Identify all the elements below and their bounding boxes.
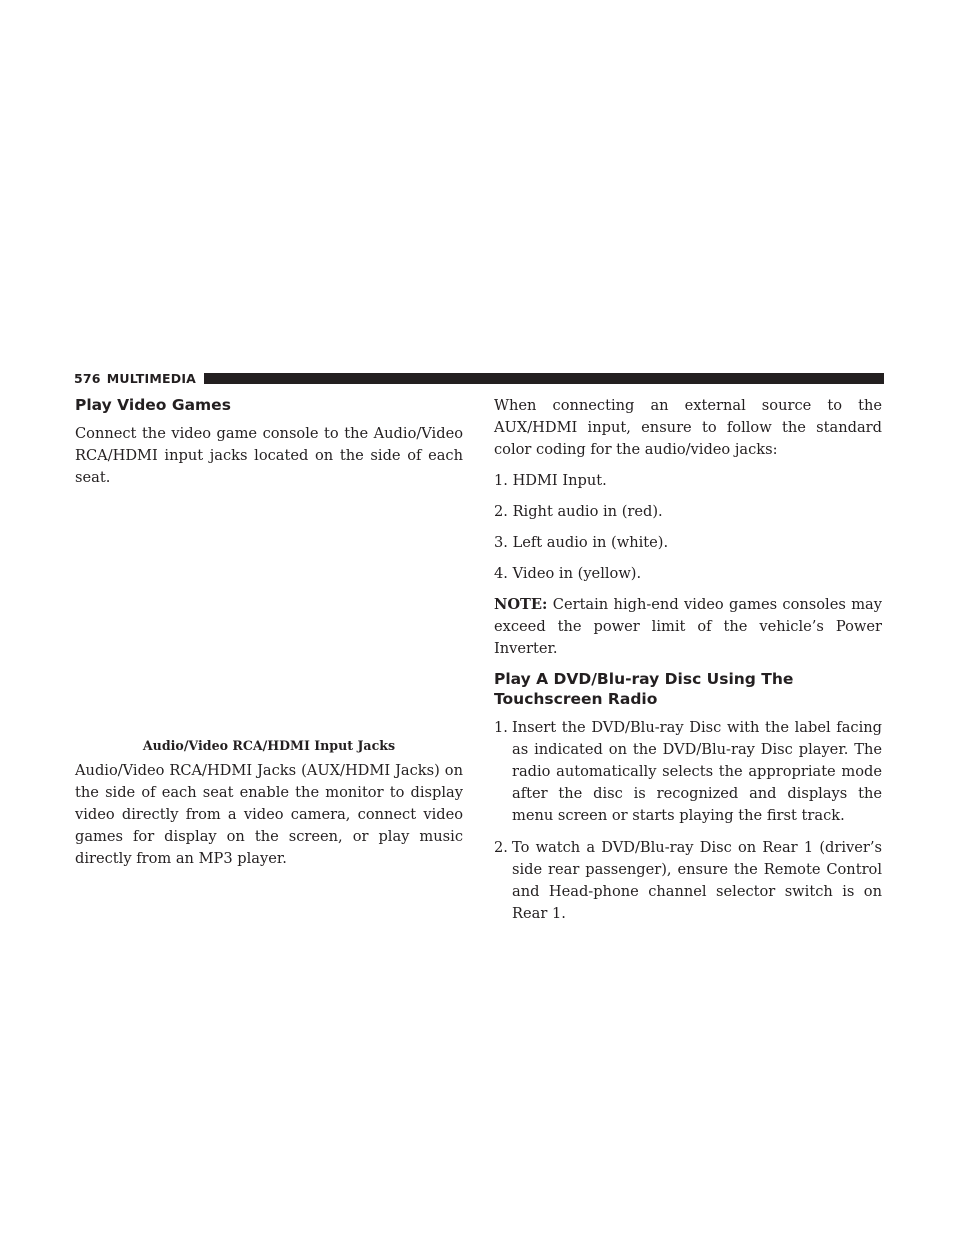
note-text: Certain high-end video games consoles may exceed the power limit of the vehicle’s Power Inverter. — [494, 596, 882, 657]
jack-item: 4. Video in (yellow). — [494, 565, 642, 582]
figure-caption: Audio/Video RCA/HDMI Input Jacks — [142, 738, 396, 753]
figure-placeholder — [75, 498, 463, 737]
jack-item: 1. HDMI Input. — [494, 472, 607, 489]
section-title: MULTIMEDIA — [106, 371, 197, 386]
step-number: 1. — [494, 719, 508, 736]
jack-item: 2. Right audio in (red). — [494, 503, 663, 520]
step-number: 2. — [494, 839, 508, 856]
header-rule — [204, 373, 884, 384]
heading-play-dvd: Play A DVD/Blu-ray Disc Using The Touchscreen Radio — [494, 670, 794, 708]
step-text: To watch a DVD/Blu-ray Disc on Rear 1 (driver’s side rear passenger), ensure the Remote Control and Head-phone channel selector switch is on Rear 1. — [512, 839, 882, 922]
heading-play-video-games: Play Video Games — [75, 396, 231, 414]
intro-paragraph: Connect the video game console to the Audio/Video RCA/HDMI input jacks located on the side of each seat. — [75, 425, 463, 486]
left-column — [75, 395, 463, 879]
note-paragraph — [494, 594, 882, 660]
page-header — [74, 370, 884, 387]
list-item — [494, 717, 882, 827]
note-label: NOTE: — [494, 596, 548, 613]
list-item — [494, 837, 882, 925]
color-coding-intro: When connecting an external source to the AUX/HDMI input, ensure to follow the standard color coding for the audio/video jacks: — [494, 397, 882, 458]
jack-item: 3. Left audio in (white). — [494, 534, 669, 551]
jacks-description: Audio/Video RCA/HDMI Jacks (AUX/HDMI Jacks) on the side of each seat enable the monitor to display video directly from a video camera, connect video games for display on the screen, or play music directly from an MP3 player. — [75, 762, 463, 867]
page-number: 576 — [74, 371, 101, 386]
right-column — [494, 395, 882, 935]
step-text: Insert the DVD/Blu-ray Disc with the label facing as indicated on the DVD/Blu-ray Disc player. The radio automatically selects the appropriate mode after the disc is recognized and displays the menu screen or starts playing the first track. — [512, 719, 882, 824]
